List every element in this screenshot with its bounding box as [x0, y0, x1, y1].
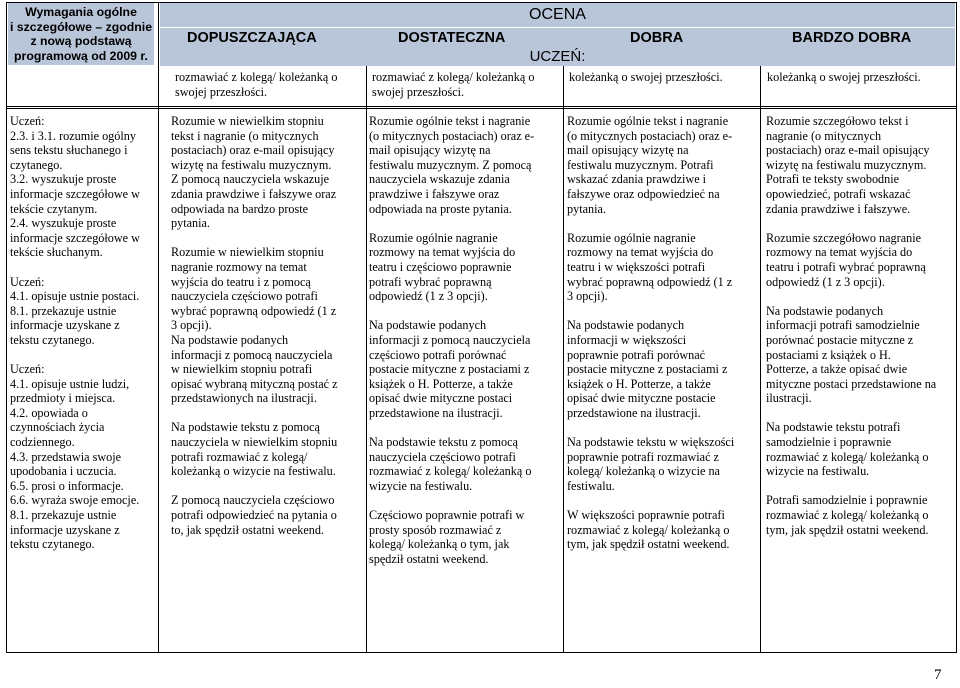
level-bardzo-dobra: BARDZO DOBRA [792, 30, 912, 46]
text-block [171, 420, 367, 478]
text-line: przedmioty i miejsca. [10, 391, 116, 406]
text-line: to, jak spędził ostatni weekend. [171, 522, 324, 537]
text-line: samodzielnie i poprawnie [766, 435, 892, 450]
text-line: przedstawionych na ilustracji. [171, 391, 317, 406]
text-line: tekście czytanym. [10, 201, 98, 216]
text-block [766, 420, 956, 478]
carryover-dostateczna [372, 70, 534, 99]
text-line: wizytę na festiwalu muzycznym. [766, 157, 927, 172]
text-line: 3 opcji). [171, 318, 212, 333]
text-line: Na podstawie podanych [369, 318, 487, 333]
text-line: informacje uzyskane z [10, 318, 120, 333]
text-line: ilustracji. [766, 391, 812, 406]
text-line: czynnościach życia [10, 420, 105, 435]
text-line: festiwalu muzycznym. Potrafi [567, 157, 714, 172]
level-dostateczna: DOSTATECZNA [398, 30, 506, 46]
text-line: potrafi wybrać poprawną [369, 274, 492, 289]
level-dobra: DOBRA [630, 30, 684, 46]
text-line: opisać dwie mityczne postaci [369, 391, 513, 406]
text-line: kolegą/ koleżanką o wizycie na [567, 464, 720, 479]
column-divider [158, 2, 159, 653]
text-line: odpowiada na proste pytania. [369, 201, 512, 216]
text-line: pytania. [567, 201, 606, 216]
text-line: nauczyciela w niewielkim stopniu [171, 435, 338, 450]
text-line: wizycie na festiwalu. [766, 464, 870, 479]
requirements-header-line: i szczegółowe – zgodnie [9, 19, 153, 34]
text-line: Uczeń: [10, 362, 45, 377]
text-line: mityczne postaci przedstawione na [766, 376, 937, 391]
text-line: kolegą/ koleżanką o tym, jak [369, 537, 510, 552]
text-block [567, 435, 763, 493]
text-line: poprawnie potrafi porównać [567, 347, 706, 362]
text-line: prawdziwe i fałszywe oraz [369, 186, 500, 201]
text-block [766, 493, 956, 537]
text-block [766, 231, 956, 289]
text-line: prosty sposób rozmawiać z [369, 522, 502, 537]
text-line: odpowiada na bardzo proste [171, 201, 309, 216]
text-block [766, 114, 956, 216]
text-line: tekście słuchanym. [10, 245, 103, 260]
text-line: festiwalu. [567, 478, 615, 493]
text-line: rozmawiać z kolegą/ koleżanką o [567, 522, 730, 537]
text-block [10, 362, 160, 552]
text-line: wybrać poprawną odpowiedź (1 z [171, 303, 337, 318]
text-line: Z pomocą nauczyciela wskazuje [171, 172, 330, 187]
text-block [567, 114, 763, 216]
text-line: 3.2. wyszukuje proste [10, 172, 117, 187]
text-line: (o mitycznych postaciach) oraz e- [369, 128, 535, 143]
text-line: rozmowy na temat wyjścia do [567, 245, 714, 260]
text-line: wybrać poprawną odpowiedź (1 z [567, 274, 733, 289]
text-line: teatru i częściowo poprawnie [369, 259, 512, 274]
text-block [369, 114, 565, 216]
uczen-header: UCZEŃ: [160, 48, 955, 66]
text-line: Rozumie ogólnie tekst i nagranie [567, 114, 729, 128]
text-block [10, 275, 160, 348]
carryover-bardzo-dobra [767, 70, 921, 85]
text-line: Na podstawie tekstu z pomocą [171, 420, 320, 435]
text-block [171, 245, 367, 406]
carryover-line: koleżanką o swojej przeszłości. [767, 70, 921, 84]
page-number: 7 [934, 667, 942, 683]
level-dopuszczajaca: DOPUSZCZAJĄCA [187, 30, 317, 46]
carryover-line: koleżanką o swojej przeszłości. [569, 70, 723, 84]
column-divider [6, 2, 7, 653]
text-line: informacji z pomocą nauczyciela [171, 347, 333, 362]
text-line: przedstawione na ilustracji. [369, 405, 503, 420]
text-line: opowiedzieć, potrafi wskazać [766, 186, 911, 201]
text-line: informacji z pomocą nauczyciela [369, 332, 531, 347]
text-line: Na podstawie podanych [171, 332, 289, 347]
text-line: tekstu czytanego. [10, 332, 95, 347]
text-line: rozmowy na temat wyjścia do [369, 245, 516, 260]
text-line: Rozumie w niewielkim stopniu [171, 114, 324, 128]
text-line: teatru i w większości potrafi [567, 259, 706, 274]
text-line: sens tekstu słuchanego i [10, 143, 128, 158]
text-line: nagranie (o mitycznych [766, 128, 882, 143]
requirements-column [10, 114, 160, 552]
text-line: wskazać zdania prawdziwe i [567, 172, 707, 187]
text-block [10, 114, 160, 260]
text-line: 3 opcji). [567, 289, 608, 304]
text-line: 2.4. wyszukuje proste [10, 216, 117, 231]
text-line: Na podstawie tekstu w większości [567, 435, 735, 450]
text-line: W większości poprawnie potrafi [567, 508, 725, 523]
grade-levels-header [160, 28, 955, 48]
text-line: Potrafi samodzielnie i poprawnie [766, 493, 928, 508]
text-block [171, 493, 367, 537]
column-divider [956, 2, 957, 653]
text-line: Uczeń: [10, 114, 45, 128]
text-line: Na podstawie tekstu z pomocą [369, 435, 518, 450]
text-line: tekst i nagranie (o mitycznych [171, 128, 319, 143]
text-line: w niewielkim stopniu potrafi [171, 362, 313, 377]
ocena-header: OCENA [160, 3, 955, 27]
text-line: czytanego. [10, 157, 63, 172]
text-line: tekstu czytanego. [10, 537, 95, 552]
dopuszczajaca-column [171, 114, 367, 537]
text-line: potrafi rozmawiać z kolegą/ [171, 449, 308, 464]
dobra-column [567, 114, 763, 552]
text-line: zdania prawdziwe i fałszywe oraz [171, 186, 337, 201]
text-line: 2.3. i 3.1. rozumie ogólny [10, 128, 136, 143]
text-line: potrafi odpowiedzieć na pytania o [171, 508, 337, 523]
requirements-header-line: z nową podstawą [30, 34, 132, 48]
text-line: książek o H. Potterze, a także [567, 376, 711, 391]
text-line: informacji w większości [567, 332, 687, 347]
text-line: opisać dwie mityczne postacie [567, 391, 716, 406]
text-line: postaciach) oraz e-mail opisujący [171, 143, 335, 158]
text-line: postaciami z książek o H. [766, 347, 891, 362]
carryover-dopuszczajaca [175, 70, 337, 99]
text-line: (o mitycznych postaciach) oraz e- [567, 128, 733, 143]
text-line: fałszywe oraz odpowiedzieć na [567, 186, 720, 201]
text-line: postaciach) oraz e-mail opisujący [766, 143, 930, 158]
text-block [369, 435, 565, 493]
text-block [567, 231, 763, 304]
text-line: Rozumie ogólnie nagranie [369, 230, 498, 245]
text-line: nagranie rozmowy na temat [171, 259, 307, 274]
text-line: teatru i potrafi wybrać poprawną [766, 259, 926, 274]
text-line: 4.2. opowiada o [10, 405, 88, 420]
text-line: spędził ostatni weekend. [369, 551, 489, 566]
text-line: upodobania i uczucia. [10, 464, 117, 479]
text-line: Rozumie ogólnie nagranie [567, 230, 696, 245]
text-line: Rozumie w niewielkim stopniu [171, 245, 324, 260]
text-line: tym, jak spędził ostatni weekend. [567, 537, 730, 552]
text-line: wyjścia do teatru i z pomocą [171, 274, 311, 289]
text-line: 4.1. opisuje ustnie postaci. [10, 289, 140, 304]
text-line: nauczyciela wskazuje zdania [369, 172, 510, 187]
text-block [369, 318, 565, 420]
text-line: koleżanką o wizycie na festiwalu. [171, 464, 336, 479]
text-line: postacie mityczne z postaciami z [369, 362, 530, 377]
text-line: mail opisujący wizytę na [369, 143, 491, 158]
text-block [766, 304, 956, 406]
text-block [369, 508, 565, 566]
requirements-header-line: programową od 2009 r. [14, 48, 148, 63]
text-line: rozmawiać z kolegą/ koleżanką o [369, 464, 532, 479]
text-line: Rozumie szczegółowo tekst i [766, 114, 909, 128]
text-line: festiwalu muzycznym. Z pomocą [369, 157, 532, 172]
requirements-header-line: Wymagania ogólne [25, 5, 137, 19]
text-line: postacie mityczne z postaciami z [567, 362, 728, 377]
text-line: codziennego. [10, 435, 75, 450]
text-line: informacje szczegółowe w [10, 186, 140, 201]
text-line: nauczyciela częściowo potrafi [369, 449, 516, 464]
text-line: Rozumie szczegółowo nagranie [766, 230, 921, 245]
text-line: odpowiedź (1 z 3 opcji). [369, 289, 488, 304]
text-line: rozmawiać z kolegą/ koleżanką o [766, 508, 929, 523]
text-line: Na podstawie podanych [766, 303, 884, 318]
text-line: rozmawiać z kolegą/ koleżanką o [766, 449, 929, 464]
text-line: nauczyciela częściowo potrafi [171, 289, 318, 304]
text-line: pytania. [171, 216, 210, 231]
text-line: częściowo potrafi porównać [369, 347, 507, 362]
text-line: 8.1. przekazuje ustnie [10, 508, 117, 523]
text-line: wizytę na festiwalu muzycznym. [171, 157, 332, 172]
text-line: przedstawione na ilustracji. [567, 405, 701, 420]
table-border-top [6, 2, 956, 3]
column-divider [760, 66, 761, 653]
text-block [567, 508, 763, 552]
row-divider [6, 108, 956, 109]
text-block [369, 231, 565, 304]
text-line: porównać postacie mityczne z [766, 332, 914, 347]
text-line: Na podstawie tekstu potrafi [766, 420, 901, 435]
text-line: 4.1. opisuje ustnie ludzi, [10, 376, 130, 391]
requirements-header [8, 3, 154, 65]
text-line: zdania prawdziwe i fałszywe. [766, 201, 911, 216]
text-line: 4.3. przedstawia swoje [10, 449, 122, 464]
bardzo-dobra-column [766, 114, 956, 537]
text-line: Częściowo poprawnie potrafi w [369, 508, 525, 523]
text-line: 8.1. przekazuje ustnie [10, 303, 117, 318]
text-line: informacje uzyskane z [10, 522, 120, 537]
column-divider [563, 66, 564, 653]
carryover-line: swojej przeszłości. [372, 84, 465, 99]
text-line: opisać wybraną mityczną postać z [171, 376, 338, 391]
text-line: Rozumie ogólnie tekst i nagranie [369, 114, 531, 128]
carryover-line: rozmawiać z kolegą/ koleżanką o [372, 70, 535, 84]
text-line: Z pomocą nauczyciela częściowo [171, 493, 335, 508]
carryover-dobra [569, 70, 723, 85]
table-border-bottom [6, 652, 956, 653]
text-line: Potrafi te teksty swobodnie [766, 172, 900, 187]
text-line: informacji potrafi samodzielnie [766, 318, 920, 333]
text-line: Na podstawie podanych [567, 318, 685, 333]
text-block [171, 114, 367, 231]
text-line: 6.6. wyraża swoje emocje. [10, 493, 140, 508]
text-block [567, 318, 763, 420]
text-line: tym, jak spędził ostatni weekend. [766, 522, 929, 537]
dostateczna-column [369, 114, 565, 566]
text-line: książek o H. Potterze, a także [369, 376, 513, 391]
text-line: Uczeń: [10, 274, 45, 289]
text-line: rozmowy na temat wyjścia do [766, 245, 913, 260]
text-line: 6.5. prosi o informacje. [10, 478, 124, 493]
text-line: poprawnie potrafi rozmawiać z [567, 449, 719, 464]
text-line: informacje szczegółowe w [10, 230, 140, 245]
row-divider [6, 106, 956, 107]
carryover-line: rozmawiać z kolegą/ koleżanką o [175, 70, 338, 84]
text-line: mail opisujący wizytę na [567, 143, 689, 158]
text-line: Potterze, a także opisać dwie [766, 362, 908, 377]
text-line: odpowiedź (1 z 3 opcji). [766, 274, 885, 289]
carryover-line: swojej przeszłości. [175, 84, 268, 99]
text-line: wizycie na festiwalu. [369, 478, 473, 493]
column-divider [366, 66, 367, 653]
